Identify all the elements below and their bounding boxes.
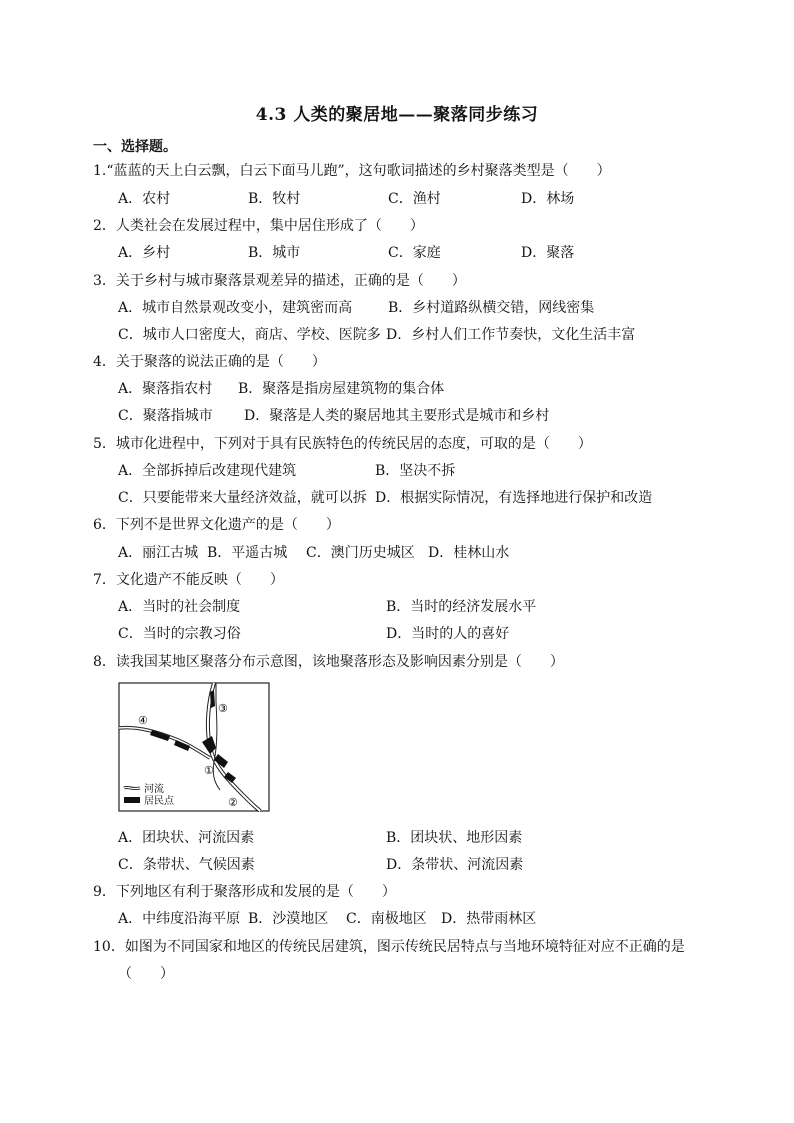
map-label-2: ② — [228, 796, 238, 809]
q1-option-b: B．牧村 — [248, 191, 301, 207]
question-2-stem: 2．人类社会在发展过程中，集中居住形成了（ ） — [93, 218, 424, 234]
q9-option-b: B．沙漠地区 — [248, 911, 329, 927]
q8-option-c: C．条带状、气候因素 — [118, 857, 255, 873]
q6-option-a: A．丽江古城 — [118, 545, 199, 561]
settlement-map — [118, 682, 270, 812]
question-8-stem: 8．读我国某地区聚落分布示意图，该地聚落形态及影响因素分别是（ ） — [93, 654, 564, 670]
question-6-stem: 6．下列不是世界文化遗产的是（ ） — [93, 517, 340, 533]
q2-option-b: B．城市 — [248, 245, 301, 261]
q8-option-d: D．条带状、河流因素 — [386, 857, 524, 873]
question-1-stem: 1.“蓝蓝的天上白云飘，白云下面马儿跑”，这句歌词描述的乡村聚落类型是（ ） — [93, 163, 611, 179]
q1-option-a: A．农村 — [118, 191, 171, 207]
q4-option-c: C．聚落指城市 — [118, 408, 213, 424]
q9-option-c: C．南极地区 — [346, 911, 427, 927]
q6-option-b: B．平遥古城 — [207, 545, 288, 561]
q5-option-b: B．坚决不拆 — [375, 463, 456, 479]
q3-option-d: D．乡村人们工作节奏快，文化生活丰富 — [386, 327, 636, 343]
section-heading: 一、选择题。 — [93, 139, 177, 155]
q4-option-b: B．聚落是指房屋建筑物的集合体 — [238, 381, 445, 397]
map-label-4: ④ — [138, 714, 148, 727]
q3-option-c: C．城市人口密度大，商店、学校、医院多 — [118, 327, 381, 343]
q1-option-c: C．渔村 — [388, 191, 441, 207]
question-9-stem: 9．下列地区有利于聚落形成和发展的是（ ） — [93, 884, 396, 900]
q5-option-a: A．全部拆掉后改建现代建筑 — [118, 463, 297, 479]
q9-option-d: D．热带雨林区 — [441, 911, 537, 927]
q7-option-c: C．当时的宗教习俗 — [118, 626, 241, 642]
q3-option-a: A．城市自然景观改变小，建筑密而高 — [118, 300, 353, 316]
question-3-stem: 3．关于乡村与城市聚落景观差异的描述，正确的是（ ） — [93, 273, 466, 289]
q4-option-d: D．聚落是人类的聚居地其主要形式是城市和乡村 — [244, 408, 550, 424]
q3-option-b: B．乡村道路纵横交错，网线密集 — [388, 300, 595, 316]
q9-option-a: A．中纬度沿海平原 — [118, 911, 241, 927]
map-label-1: ① — [204, 764, 214, 777]
question-7-stem: 7．文化遗产不能反映（ ） — [93, 572, 284, 588]
q2-option-d: D．聚落 — [521, 245, 575, 261]
q5-option-d: D．根据实际情况，有选择地进行保护和改造 — [375, 490, 653, 506]
q2-option-a: A．乡村 — [118, 245, 171, 261]
q5-option-c: C．只要能带来大量经济效益，就可以拆 — [118, 490, 367, 506]
legend-settlement-label: 居民点 — [144, 796, 174, 807]
legend-settlement-symbol — [124, 797, 140, 803]
question-5-stem: 5．城市化进程中，下列对于具有民族特色的传统民居的态度，可取的是（ ） — [93, 436, 592, 452]
question-4-stem: 4．关于聚落的说法正确的是（ ） — [93, 354, 326, 370]
q6-option-c: C．澳门历史城区 — [306, 545, 415, 561]
page-title: 4.3 人类的聚居地——聚落同步练习 — [255, 105, 539, 125]
legend-river-label: 河流 — [144, 784, 164, 795]
q8-option-b: B．团块状、地形因素 — [386, 830, 523, 846]
q7-option-d: D．当时的人的喜好 — [386, 626, 510, 642]
q8-option-a: A．团块状、河流因素 — [118, 830, 255, 846]
q4-option-a: A．聚落指农村 — [118, 381, 213, 397]
q1-option-d: D．林场 — [521, 191, 575, 207]
q2-option-c: C．家庭 — [388, 245, 441, 261]
question-10-stem: 10．如图为不同国家和地区的传统民居建筑，图示传统民居特点与当地环境特征对应不正确的是 — [93, 939, 685, 955]
question-10-stem-continued: （ ） — [118, 966, 174, 982]
q7-option-b: B．当时的经济发展水平 — [386, 599, 537, 615]
q7-option-a: A．当时的社会制度 — [118, 599, 241, 615]
map-label-3: ③ — [218, 702, 228, 715]
q6-option-d: D．桂林山水 — [428, 545, 510, 561]
